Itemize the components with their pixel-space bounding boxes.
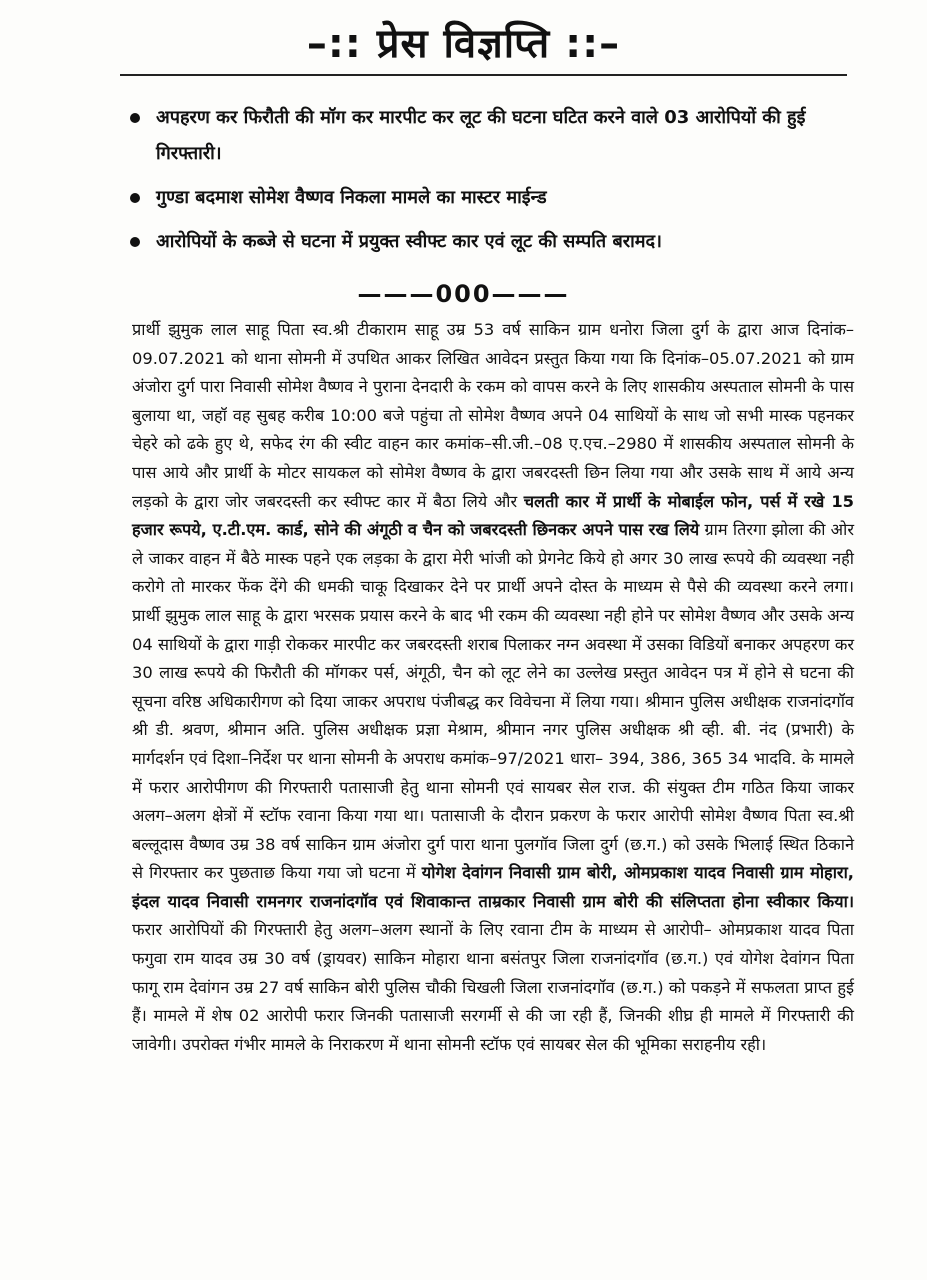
title-underline — [120, 74, 847, 76]
section-separator: ———000——— — [357, 280, 570, 308]
body-bold-text: योगेश देवांगन निवासी ग्राम बोरी, ओमप्रकाश यादव निवासी ग्राम मोहारा, इंदल यादव निवासी रामनगर राजनांदगॉव एवं शिवाकान्त ताम्रकार निवासी ग्राम बोरी की संलिप्तता होना स्वीकार किया। — [132, 863, 854, 911]
bullet-icon — [130, 193, 140, 203]
bullet-icon — [130, 237, 140, 247]
highlight-text: गुण्डा बदमाश सोमेश वैष्णव निकला मामले का मास्टर माईन्ड — [156, 187, 547, 208]
highlights-list — [130, 100, 850, 268]
highlight-text: आरोपियों के कब्जे से घटना में प्रयुक्त स्वीफ्ट कार एवं लूट की सम्पति बरामद। — [156, 231, 662, 252]
bullet-icon — [130, 113, 140, 123]
highlight-text: अपहरण कर फिरौती की मॉग कर मारपीट कर लूट की घटना घटित करने वाले 03 आरोपियों की हुई गिरफ्तारी। — [156, 107, 806, 164]
page-title: –:: प्रेस विज्ञप्ति ::– — [306, 21, 621, 67]
body-text-part: प्रार्थी झुमुक लाल साहू पिता स्व.श्री टीकाराम साहू उम्र 53 वर्ष साकिन ग्राम धनोरा जिला दुर्ग के द्वारा आज दिनांक–09.07.2021 को थाना सोमनी में उपथित आकर लिखित आवेदन प्रस्तुत किया गया कि दिनांक–05.07.2021 को ग्राम अंजोरा दुर्ग पारा निवासी सोमेश वैष्णव ने पुराना देनदारी के रकम को वापस करने के लिए शासकीय अस्पताल सोमनी के पास बुलाया था, जहॉ वह सुबह करीब 10:00 बजे पहुंचा तो सोमेश वैष्णव अपने 04 साथियों के साथ जो सभी मास्क पहनकर चेहरे को ढके हुए थे, सफेद रंग की स्वीट वाहन कार कमांक–सी.जी.–08 ए.एच.–2980 में शासकीय अस्पताल सोमनी के पास आये और प्रार्थी के मोटर सायकल को सोमेश वैष्णव के द्वारा जबरदस्ती छिन लिया गया और उसके साथ में आये अन्य लड़को के द्वारा जोर जबरदस्ती कर स्वीफ्ट कार में बैठा लिये और — [132, 320, 854, 511]
highlight-item — [130, 180, 850, 216]
body-bold-text: चलती कार में प्रार्थी के मोबाईल फोन, पर्स में रखे 15 हजार रूपये, ए.टी.एम. कार्ड, सोने की अंगूठी व चैन को जबरदस्ती छिनकर अपने पास रख लिये — [132, 491, 854, 540]
highlight-item — [130, 100, 850, 172]
body-paragraph — [132, 316, 854, 1059]
highlight-item — [130, 224, 850, 260]
body-text-part: ग्राम तिरगा झोला की ओर ले जाकर वाहन में बैठे मास्क पहने एक लड़का के द्वारा मेरी भांजी को प्रेगनेट किये हो अगर 30 लाख रूपये की व्यवस्था नही करोगे तो मारकर फेंक देंगे की धमकी चाकू दिखाकर देने पर प्रार्थी अपने दोस्त के माध्यम से पैसे की व्यवस्था करने लगा। प्रार्थी झुमुक लाल साहू के द्वारा भरसक प्रयास करने के बाद भी रकम की व्यवस्था नही होने पर सोमेश वैष्णव और उसके अन्य 04 साथियों के द्वारा गाड़ी रोककर मारपीट कर जबरदस्ती शराब पिलाकर नग्न अवस्था में उसका विडियों बनाकर अपहरण कर 30 लाख रूपये की फिरौती की मॉगकर पर्स, अंगूठी, चैन को लूट लेने का उल्लेख प्रस्तुत आवेदन पत्र में होने से घटना की सूचना वरिष्ठ अधिकारीगण को दिया जाकर अपराध पंजीबद्ध कर विवेचना में लिया गया। श्रीमान पुलिस अधीक्षक राजनांदगॉव श्री डी. श्रवण, श्रीमान अति. पुलिस अधीक्षक प्रज्ञा मेश्राम, श्रीमान नगर पुलिस अधीक्षक श्री व्ही. बी. नंद (प्रभारी) के मार्गदर्शन एवं दिशा–निर्देश पर थाना सोमनी के अपराध कमांक–97/2021 धारा– 394, 386, 365 34 भादवि. के मामले में फरार आरोपीगण की गिरफ्तारी पतासाजी हेतु थाना सोमनी एवं सायबर सेल राज. की संयुक्त टीम गठित किया जाकर अलग–अलग क्षेत्रों में स्टॉफ रवाना किया गया था। पतासाजी के दौरान प्रकरण के फरार आरोपी सोमेश वैष्णव पिता स्व.श्री बल्लूदास वैष्णव उम्र 38 वर्ष साकिन ग्राम अंजोरा दुर्ग पारा थाना पुलगॉव जिला दुर्ग (छ.ग.) को उसके भिलाई स्थित ठिकाने से गिरफ्तार कर पुछताछ किया गया जो घटना में — [132, 520, 854, 883]
body-text-part: फरार आरोपियों की गिरफ्तारी हेतु अलग–अलग स्थानों के लिए रवाना टीम के माध्यम से आरोपी– ओमप्रकाश यादव पिता फगुवा राम यादव उम्र 30 वर्ष (ड्रायवर) साकिन मोहारा थाना बसंतपुर जिला राजनांदगॉव (छ.ग.) एवं योगेश देवांगन पिता फागू राम देवांगन उम्र 27 वर्ष साकिन बोरी पुलिस चौकी चिखली जिला राजनांदगॉव (छ.ग.) को पकड़ने में सफलता प्राप्त हुई हैं। मामले में शेष 02 आरोपी फरार जिनकी पतासाजी सरगर्मी से की जा रही हैं, जिनकी शीघ्र ही मामले में गिरफ्तारी की जावेगी। उपरोक्त गंभीर मामले के निराकरण में थाना सोमनी स्टॉफ एवं सायबर सेल की भूमिका सराहनीय रही। — [132, 920, 854, 1054]
